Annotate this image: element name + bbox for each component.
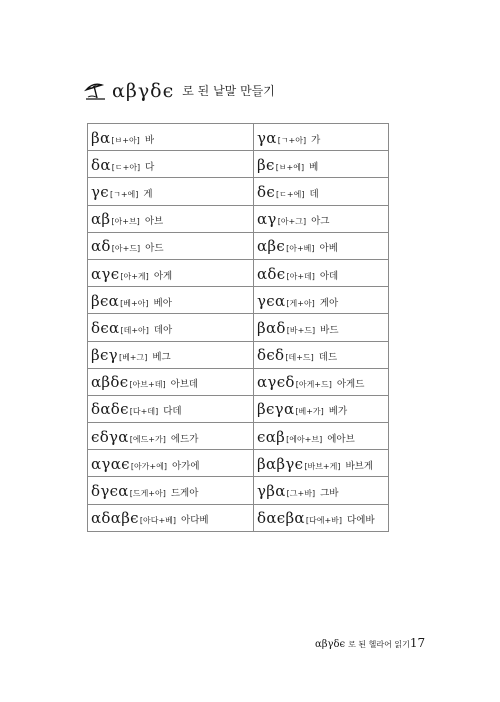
pronunciation: [그+바] <box>286 489 316 499</box>
greek-word: αβ <box>91 210 111 229</box>
greek-word: βαδ <box>257 318 286 337</box>
pronunciation: [다+데] <box>129 407 159 417</box>
greek-word: δαϵβα <box>257 509 305 528</box>
greek-word: αγ <box>257 210 277 229</box>
table-row <box>88 368 389 395</box>
korean-reading: 아게드 <box>336 379 365 391</box>
korean-reading: 베그 <box>152 352 171 364</box>
greek-word: βϵ <box>257 155 275 174</box>
pronunciation: [아+데] <box>286 271 315 281</box>
korean-reading: 가 <box>311 134 321 146</box>
korean-reading: 바 <box>144 134 154 146</box>
pronunciation: [ㄱ+에] <box>109 189 139 199</box>
pronunciation: [아+그] <box>277 217 307 227</box>
pronunciation: [아+브] <box>111 217 140 227</box>
pronunciation: [ㄷ+에] <box>276 189 305 199</box>
word-cell <box>88 504 254 531</box>
table-row <box>88 232 389 259</box>
korean-reading: 다에바 <box>347 515 375 527</box>
greek-word: αδαβϵ <box>91 509 139 528</box>
greek-word: δϵδ <box>257 346 285 365</box>
greek-word: ϵαβ <box>257 427 286 446</box>
word-cell <box>88 423 254 450</box>
korean-reading: 다 <box>145 161 155 173</box>
greek-word: αδ <box>91 237 111 256</box>
word-cell <box>88 314 254 341</box>
korean-reading: 아드 <box>145 243 164 255</box>
pronunciation: [아+베] <box>286 244 315 254</box>
table-row <box>88 314 389 341</box>
greek-word: ϵδγα <box>91 427 129 446</box>
korean-reading: 다데 <box>163 406 182 418</box>
pronunciation: [다에+바] <box>305 516 343 526</box>
word-cell <box>88 232 254 259</box>
word-cell <box>88 395 254 422</box>
word-cell <box>254 151 389 178</box>
greek-word: γϵα <box>257 291 286 310</box>
korean-reading: 아다베 <box>181 515 209 527</box>
korean-reading: 아가에 <box>171 460 200 472</box>
table-row <box>88 151 389 178</box>
word-cell <box>254 314 389 341</box>
greek-word: δαδϵ <box>91 400 129 419</box>
korean-reading: 아그 <box>311 216 330 228</box>
word-cell <box>254 504 389 531</box>
word-table <box>87 123 389 532</box>
korean-reading: 에드가 <box>170 433 199 445</box>
word-cell <box>88 477 254 504</box>
pronunciation: [베+그] <box>118 353 148 363</box>
pronunciation: [ㄷ+아] <box>111 162 141 172</box>
pronunciation: [아브+데] <box>129 380 166 390</box>
pronunciation: [에아+브] <box>286 434 323 444</box>
greek-word: δα <box>91 155 111 174</box>
page-number: 17 <box>409 636 426 650</box>
greek-word: γϵ <box>91 182 109 201</box>
table-row <box>88 259 389 286</box>
pronunciation: [ㅂ+아] <box>111 135 140 145</box>
table-row <box>88 341 389 368</box>
pronunciation: [베+가] <box>295 407 324 417</box>
word-cell <box>88 341 254 368</box>
greek-word: δγϵα <box>91 482 129 501</box>
greek-word: αβϵ <box>257 237 286 256</box>
greek-word: αγϵ <box>91 264 120 283</box>
word-cell <box>88 368 254 395</box>
korean-reading: 바드 <box>320 324 339 336</box>
greek-word: γα <box>257 128 277 147</box>
korean-reading: 아브 <box>144 216 164 228</box>
pronunciation: [아가+에] <box>130 461 167 471</box>
word-cell <box>254 477 389 504</box>
word-cell <box>254 395 389 422</box>
greek-word: δϵα <box>91 318 120 337</box>
word-cell <box>88 259 254 286</box>
table-row <box>88 287 389 314</box>
korean-reading: 아베 <box>319 243 338 255</box>
word-cell <box>254 259 389 286</box>
word-cell <box>88 450 254 477</box>
greek-word: βα <box>91 128 111 147</box>
greek-word: αβδϵ <box>91 373 129 392</box>
korean-reading: 드게아 <box>170 488 199 500</box>
pronunciation: [바+드] <box>286 325 316 335</box>
pronunciation: [바브+게] <box>304 461 341 471</box>
word-cell <box>254 178 389 205</box>
footer-greek: αβγδϵ <box>315 639 346 650</box>
word-cell <box>254 368 389 395</box>
word-cell <box>254 205 389 232</box>
greek-word: δϵ <box>257 182 276 201</box>
table-row <box>88 178 389 205</box>
greek-word: αδϵ <box>257 264 286 283</box>
greek-word: γβα <box>257 482 286 501</box>
title-greek: αβγδϵ <box>112 79 175 102</box>
korean-reading: 아브데 <box>170 379 199 391</box>
korean-reading: 아게 <box>153 270 173 282</box>
pronunciation: [아+게] <box>120 271 149 281</box>
korean-reading: 바브게 <box>345 460 374 472</box>
pronunciation: [데+아] <box>120 325 149 335</box>
korean-reading: 에아브 <box>327 433 355 445</box>
table-row <box>88 504 389 531</box>
table-row <box>88 395 389 422</box>
korean-reading: 베가 <box>328 406 348 418</box>
korean-reading: 아데 <box>319 270 339 282</box>
table-row <box>88 450 389 477</box>
word-cell <box>254 124 389 151</box>
table-row <box>88 124 389 151</box>
pronunciation: [아게+드] <box>295 380 332 390</box>
pronunciation: [에드+가] <box>129 434 166 444</box>
pronunciation: [드게+아] <box>129 489 166 499</box>
greek-word: αγαϵ <box>91 454 130 473</box>
pronunciation: [데+드] <box>285 353 314 363</box>
korean-reading: 데아 <box>153 324 173 336</box>
pronunciation: [아다+베] <box>139 516 177 526</box>
word-cell <box>254 341 389 368</box>
greek-word: αγϵδ <box>257 373 295 392</box>
table-row <box>88 477 389 504</box>
korean-reading: 데드 <box>318 352 338 364</box>
greek-word: βϵγ <box>91 346 118 365</box>
greek-word: βϵα <box>91 291 120 310</box>
table-row <box>88 205 389 232</box>
greek-word: βϵγα <box>257 400 295 419</box>
word-cell <box>254 450 389 477</box>
korean-reading: 게 <box>143 188 153 200</box>
title-text: 로 된 낱말 만들기 <box>182 84 275 98</box>
word-cell <box>254 232 389 259</box>
korean-reading: 베아 <box>153 297 172 309</box>
korean-reading: 베 <box>309 161 319 173</box>
pronunciation: [ㅂ+에] <box>275 162 305 172</box>
word-cell <box>254 287 389 314</box>
page-footer <box>315 636 425 650</box>
table-row <box>88 423 389 450</box>
beach-umbrella-icon <box>84 81 106 101</box>
pronunciation: [게+아] <box>286 298 315 308</box>
korean-reading: 데 <box>309 188 319 200</box>
word-cell <box>88 287 254 314</box>
word-cell <box>88 205 254 232</box>
pronunciation: [베+아] <box>120 298 149 308</box>
word-cell <box>88 124 254 151</box>
pronunciation: [아+드] <box>111 244 141 254</box>
korean-reading: 그바 <box>320 488 339 500</box>
word-cell <box>88 178 254 205</box>
page-title <box>84 78 275 104</box>
korean-reading: 게아 <box>319 297 339 309</box>
footer-text: 로 된 헬라어 읽기 <box>348 640 410 649</box>
greek-word: βαβγϵ <box>257 454 304 473</box>
word-cell <box>254 423 389 450</box>
pronunciation: [ㄱ+아] <box>277 135 307 145</box>
word-cell <box>88 151 254 178</box>
